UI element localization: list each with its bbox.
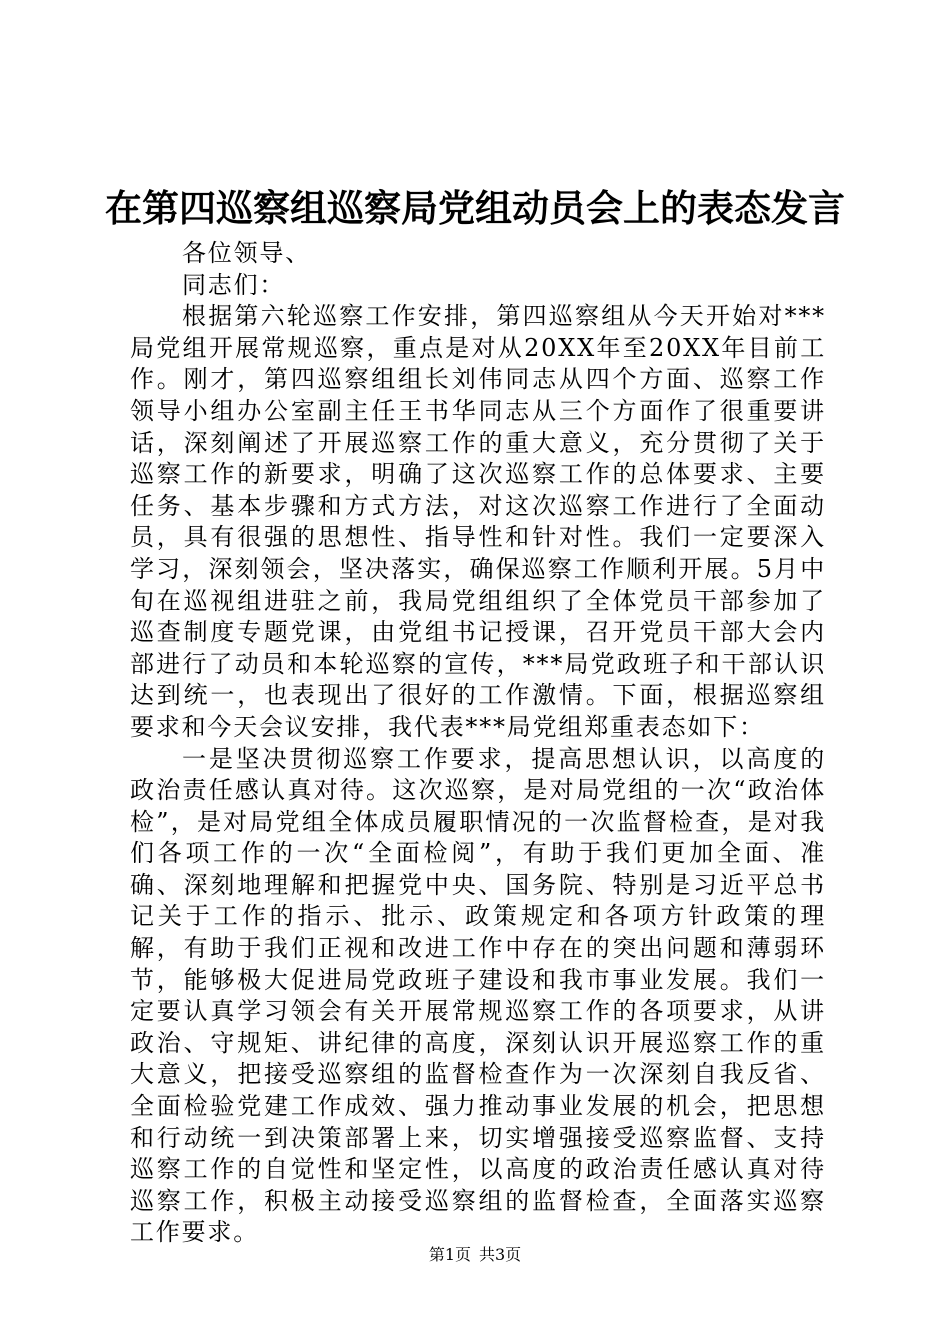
body-paragraph: 一是坚决贯彻巡察工作要求，提高思想认识，以高度的政治责任感认真对待。这次巡察，是对局党组的一次“政治体检”，是对局党组全体成员履职情况的一次监督检查，是对我们各项工作的一次“全面检阅”，有助于我们更加全面、准确、深刻地理解和把握党中央、国务院、特别是习近平总书记关于工作的指示、批示、政策规定和各项方针政策的理解，有助于我们正视和改进工作中存在的突出问题和薄弱环节，能够极大促进局党政班子建设和我市事业发展。我们一定要认真学习领会有关开展常规巡察工作的各项要求，从讲政治、守规矩、讲纪律的高度，深刻认识开展巡察工作的重大意义，把接受巡察组的监督检查作为一次深刻自我反省、全面检验党建工作成效、强力推动事业发展的机会，把思想和行动统一到决策部署上来，切实增强接受巡察监督、支持巡察工作的自觉性和坚定性，以高度的政治责任感认真对待巡察工作，积极主动接受巡察组的监督检查，全面落实巡察工作要求。 bbox=[130, 744, 826, 1247]
page-footer bbox=[0, 1245, 950, 1265]
body-paragraph: 根据第六轮巡察工作安排，第四巡察组从今天开始对***局党组开展常规巡察，重点是对从20XX年至20XX年目前工作。刚才，第四巡察组组长刘伟同志从四个方面、巡察工作领导小组办公室副主任王书华同志从三个方面作了很重要讲话，深刻阐述了开展巡察工作的重大意义，充分贯彻了关于巡察工作的新要求，明确了这次巡察工作的总体要求、主要任务、基本步骤和方式方法，对这次巡察工作进行了全面动员，具有很强的思想性、指导性和针对性。我们一定要深入学习，深刻领会，坚决落实，确保巡察工作顺利开展。5月中旬在巡视组进驻之前，我局党组组织了全体党员干部参加了巡查制度专题党课，由党组书记授课，召开党员干部大会内部进行了动员和本轮巡察的宣传，***局党政班子和干部认识达到统一，也表现出了很好的工作激情。下面，根据巡察组要求和今天会议安排，我代表***局党组郑重表态如下： bbox=[130, 302, 826, 741]
page-number: 第1页 bbox=[428, 1245, 471, 1264]
document-body bbox=[130, 238, 826, 1249]
document-title: 在第四巡察组巡察局党组动员会上的表态发言 bbox=[105, 186, 845, 230]
salutation-comrades: 同志们： bbox=[182, 270, 286, 299]
page-total: 共3页 bbox=[479, 1245, 522, 1264]
salutation-leaders: 各位领导、 bbox=[182, 239, 311, 267]
